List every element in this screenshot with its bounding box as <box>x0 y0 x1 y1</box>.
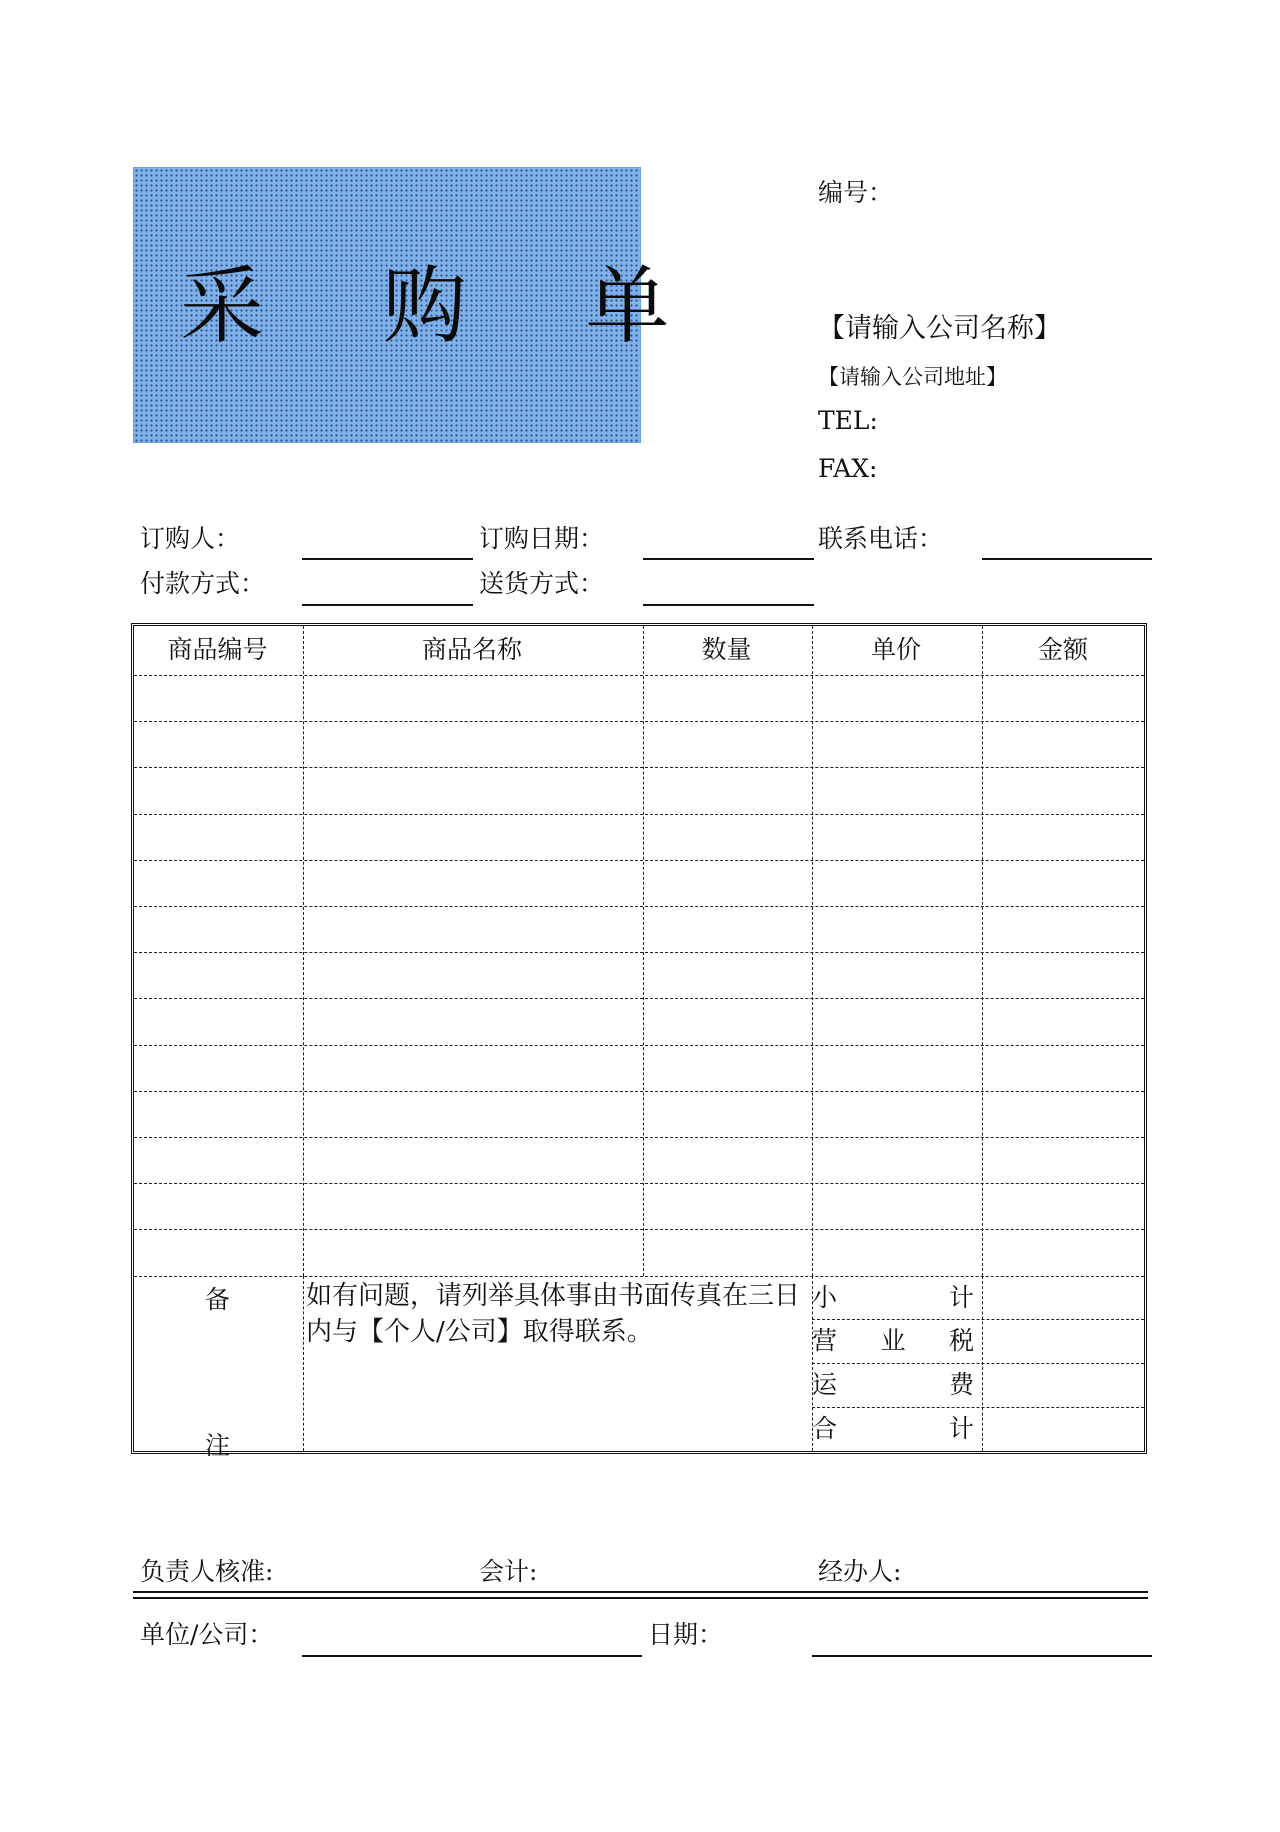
table-cell[interactable] <box>305 907 641 951</box>
table-cell[interactable] <box>814 907 980 951</box>
table-cell[interactable] <box>136 676 301 720</box>
table-cell[interactable] <box>136 1092 301 1136</box>
table-cell[interactable] <box>305 1230 641 1274</box>
order-date-label: 订购日期： <box>479 524 605 553</box>
delivery-field[interactable] <box>643 604 814 606</box>
table-cell[interactable] <box>645 676 810 720</box>
column-header-unit-price: 单价 <box>870 635 921 664</box>
column-divider <box>643 626 644 1276</box>
summary-label-char: 运 <box>812 1370 838 1400</box>
table-cell[interactable] <box>305 861 641 905</box>
tel-label: TEL: <box>818 406 878 435</box>
table-cell[interactable] <box>814 676 980 720</box>
payment-field[interactable] <box>302 604 473 606</box>
document-title: 采 购 单 <box>180 257 716 355</box>
table-cell[interactable] <box>136 768 301 812</box>
date-field[interactable] <box>812 1655 1152 1657</box>
column-header-quantity: 数量 <box>701 635 752 664</box>
approver-label: 负责人核准: <box>140 1557 274 1586</box>
table-cell[interactable] <box>984 722 1142 766</box>
table-cell[interactable] <box>645 1230 810 1274</box>
column-divider <box>812 626 813 1276</box>
date-label: 日期： <box>648 1620 724 1649</box>
unit-field[interactable] <box>302 1655 642 1657</box>
summary-label <box>812 1319 974 1363</box>
table-cell[interactable] <box>136 1184 301 1228</box>
table-cell[interactable] <box>984 953 1142 997</box>
handler-label: 经办人: <box>818 1557 902 1586</box>
table-cell[interactable] <box>136 999 301 1043</box>
table-cell[interactable] <box>984 999 1142 1043</box>
orderer-label: 订购人： <box>140 524 241 553</box>
table-cell[interactable] <box>136 1230 301 1274</box>
summary-label-char: 业 <box>880 1326 906 1356</box>
table-cell[interactable] <box>984 1184 1142 1228</box>
summary-value[interactable] <box>982 1363 1142 1407</box>
table-cell[interactable] <box>136 907 301 951</box>
summary-value[interactable] <box>982 1276 1142 1320</box>
table-cell[interactable] <box>305 1092 641 1136</box>
fax-label: FAX: <box>818 454 878 483</box>
summary-value[interactable] <box>982 1407 1142 1451</box>
column-header-amount: 金额 <box>1037 635 1088 664</box>
table-cell[interactable] <box>305 1138 641 1182</box>
table-cell[interactable] <box>814 953 980 997</box>
table-cell[interactable] <box>305 1046 641 1090</box>
table-cell[interactable] <box>984 1230 1142 1274</box>
summary-label-char: 费 <box>948 1370 974 1400</box>
table-cell[interactable] <box>645 907 810 951</box>
accountant-label: 会计: <box>479 1557 538 1586</box>
table-cell[interactable] <box>645 1092 810 1136</box>
table-cell[interactable] <box>136 1138 301 1182</box>
column-divider <box>982 626 983 1276</box>
table-cell[interactable] <box>814 999 980 1043</box>
table-cell[interactable] <box>984 815 1142 859</box>
table-cell[interactable] <box>136 953 301 997</box>
table-cell[interactable] <box>814 722 980 766</box>
remark-divider <box>303 1276 304 1451</box>
table-cell[interactable] <box>984 676 1142 720</box>
orderer-field[interactable] <box>302 558 473 560</box>
phone-label: 联系电话： <box>818 524 944 553</box>
table-cell[interactable] <box>984 1046 1142 1090</box>
company-name[interactable]: 【请输入公司名称】 <box>818 313 1061 344</box>
table-cell[interactable] <box>645 1184 810 1228</box>
table-cell[interactable] <box>814 768 980 812</box>
phone-field[interactable] <box>982 558 1152 560</box>
order-date-field[interactable] <box>643 558 814 560</box>
column-header-item-code: 商品编号 <box>167 635 268 664</box>
title-banner <box>133 167 716 443</box>
table-cell[interactable] <box>136 1046 301 1090</box>
table-cell[interactable] <box>305 768 641 812</box>
table-cell[interactable] <box>984 1138 1142 1182</box>
table-cell[interactable] <box>814 1138 980 1182</box>
table-cell[interactable] <box>814 1230 980 1274</box>
summary-label-char: 计 <box>948 1282 974 1312</box>
table-cell[interactable] <box>814 861 980 905</box>
table-cell[interactable] <box>645 999 810 1043</box>
summary-value[interactable] <box>982 1319 1142 1363</box>
table-cell[interactable] <box>305 722 641 766</box>
summary-label-char: 小 <box>812 1282 838 1312</box>
payment-label: 付款方式： <box>140 569 266 598</box>
table-cell[interactable] <box>984 1092 1142 1136</box>
remark-label-bottom: 注 <box>204 1431 230 1460</box>
summary-label-char: 税 <box>948 1326 974 1356</box>
summary-label-char: 营 <box>812 1326 838 1356</box>
table-cell[interactable] <box>645 1046 810 1090</box>
summary-label <box>812 1407 974 1451</box>
remark-text[interactable]: 如有问题，请列举具体事由书面传真在三日内与【个人/公司】取得联系。 <box>306 1281 801 1347</box>
table-cell[interactable] <box>136 861 301 905</box>
table-cell[interactable] <box>645 815 810 859</box>
table-cell[interactable] <box>305 999 641 1043</box>
table-cell[interactable] <box>814 815 980 859</box>
table-cell[interactable] <box>814 1092 980 1136</box>
summary-label <box>812 1363 974 1407</box>
table-cell[interactable] <box>814 1184 980 1228</box>
table-cell[interactable] <box>136 815 301 859</box>
number-label: 编号： <box>818 178 894 207</box>
table-cell[interactable] <box>645 768 810 812</box>
column-header-item-name: 商品名称 <box>421 635 522 664</box>
table-cell[interactable] <box>984 768 1142 812</box>
table-cell[interactable] <box>305 1184 641 1228</box>
summary-label <box>812 1276 974 1320</box>
table-cell[interactable] <box>645 722 810 766</box>
table-cell[interactable] <box>984 907 1142 951</box>
table-cell[interactable] <box>136 722 301 766</box>
column-divider <box>303 626 304 1276</box>
table-cell[interactable] <box>645 953 810 997</box>
remark-label-top: 备 <box>204 1285 230 1314</box>
table-cell[interactable] <box>305 953 641 997</box>
signature-divider <box>133 1591 1148 1599</box>
table-cell[interactable] <box>305 815 641 859</box>
delivery-label: 送货方式： <box>479 569 605 598</box>
table-cell[interactable] <box>645 1138 810 1182</box>
unit-label: 单位/公司： <box>140 1620 274 1649</box>
summary-label-char: 计 <box>948 1414 974 1444</box>
table-cell[interactable] <box>305 676 641 720</box>
table-cell[interactable] <box>984 861 1142 905</box>
table-cell[interactable] <box>645 861 810 905</box>
summary-label-char: 合 <box>812 1414 838 1444</box>
table-cell[interactable] <box>814 1046 980 1090</box>
company-address[interactable]: 【请输入公司地址】 <box>818 365 1007 389</box>
